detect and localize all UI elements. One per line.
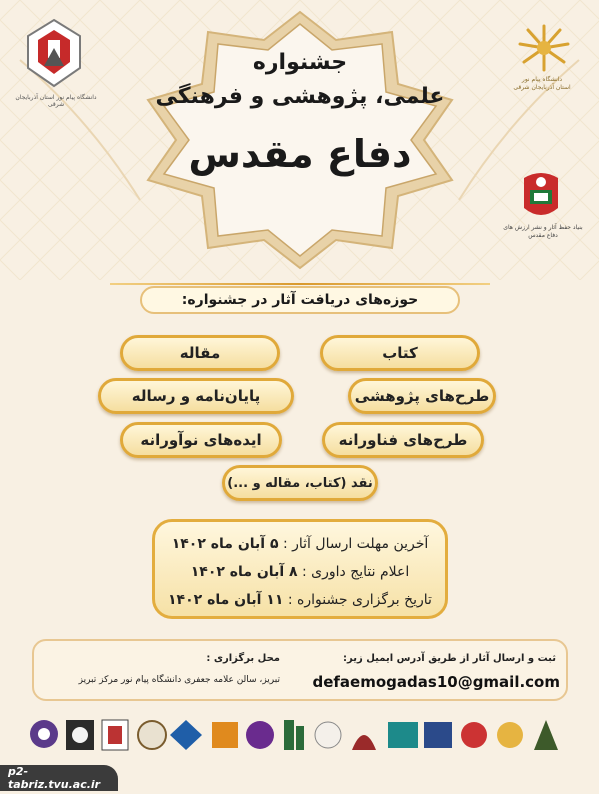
sponsor-logo-icon: [461, 722, 487, 748]
foundation-logo: [516, 168, 566, 222]
sponsor-logo-icon: [66, 720, 94, 750]
sponsor-logo-icon: [388, 722, 418, 748]
venue-value: تبریز، سالن علامه جعفری دانشگاه پیام نور مرکز تبریز: [78, 675, 280, 685]
date-value: ۸ آبان ماه ۱۴۰۲: [190, 564, 298, 580]
sponsor-logo-icon: [30, 720, 58, 748]
sponsor-logo-icon: [246, 721, 274, 749]
date-value: ۵ آبان ماه ۱۴۰۲: [171, 536, 279, 552]
date-festival: [155, 592, 445, 608]
foundation-caption: بنیاد حفظ آثار و نشر ارزش های دفاع مقدس: [503, 224, 583, 239]
info-box: [32, 639, 568, 701]
sections-heading: حوزه‌های دریافت آثار در جشنواره:: [140, 286, 460, 314]
section-article: مقاله: [120, 335, 280, 371]
date-label: تاریخ برگزاری جشنواره :: [287, 592, 432, 608]
sponsor-logo-icon: [170, 720, 202, 750]
section-book: کتاب: [320, 335, 480, 371]
sponsor-logos: [26, 712, 576, 764]
date-deadline: [155, 536, 445, 552]
section-innovative-ideas: ایده‌های نوآورانه: [120, 422, 282, 458]
title-line-3: دفاع مقدس: [188, 132, 412, 176]
footer-site-tag[interactable]: p2-tabriz.tvu.ac.ir: [0, 765, 118, 791]
sponsor-logo-icon: [212, 722, 238, 748]
venue-label: محل برگزاری :: [206, 653, 280, 664]
dates-box: [152, 519, 448, 619]
section-research-projects: طرح‌های پژوهشی: [348, 378, 496, 414]
date-value: ۱۱ آبان ماه ۱۴۰۲: [168, 592, 284, 608]
sponsor-logo-icon: [424, 722, 452, 748]
university-logo: [24, 18, 84, 90]
section-critique: نقد (کتاب، مقاله و ...): [222, 465, 378, 501]
sponsor-logo-icon: [315, 722, 341, 748]
title-line-2: علمی، پژوهشی و فرهنگی: [155, 84, 445, 109]
email-link[interactable]: defaemogadas10@gmail.com: [312, 673, 560, 691]
university-caption: دانشگاه پیام نور استان آذربایجان شرقی: [15, 94, 97, 108]
payam-noor-logo: [514, 22, 574, 74]
date-label: آخرین مهلت ارسال آثار :: [282, 536, 429, 552]
title-line-1: جشنواره: [252, 50, 348, 75]
sponsor-logo-icon: [497, 722, 523, 748]
date-results: [155, 564, 445, 580]
sponsor-logo-icon: [534, 720, 558, 750]
sponsor-logo-strip: [26, 712, 576, 764]
submit-label: ثبت و ارسال آثار از طریق آدرس ایمیل زیر:: [343, 653, 556, 664]
sponsor-logo-icon: [138, 721, 166, 749]
section-thesis: پایان‌نامه و رساله: [98, 378, 294, 414]
date-label: اعلام نتایج داوری :: [302, 564, 410, 580]
section-tech-projects: طرح‌های فناورانه: [322, 422, 484, 458]
sponsor-logo-icon: [352, 735, 376, 750]
sponsor-logo-icon: [102, 720, 128, 750]
sponsor-logo-icon: [284, 720, 304, 750]
payam-noor-caption: دانشگاه پیام نور استان آذربایجان شرقی: [513, 76, 571, 91]
